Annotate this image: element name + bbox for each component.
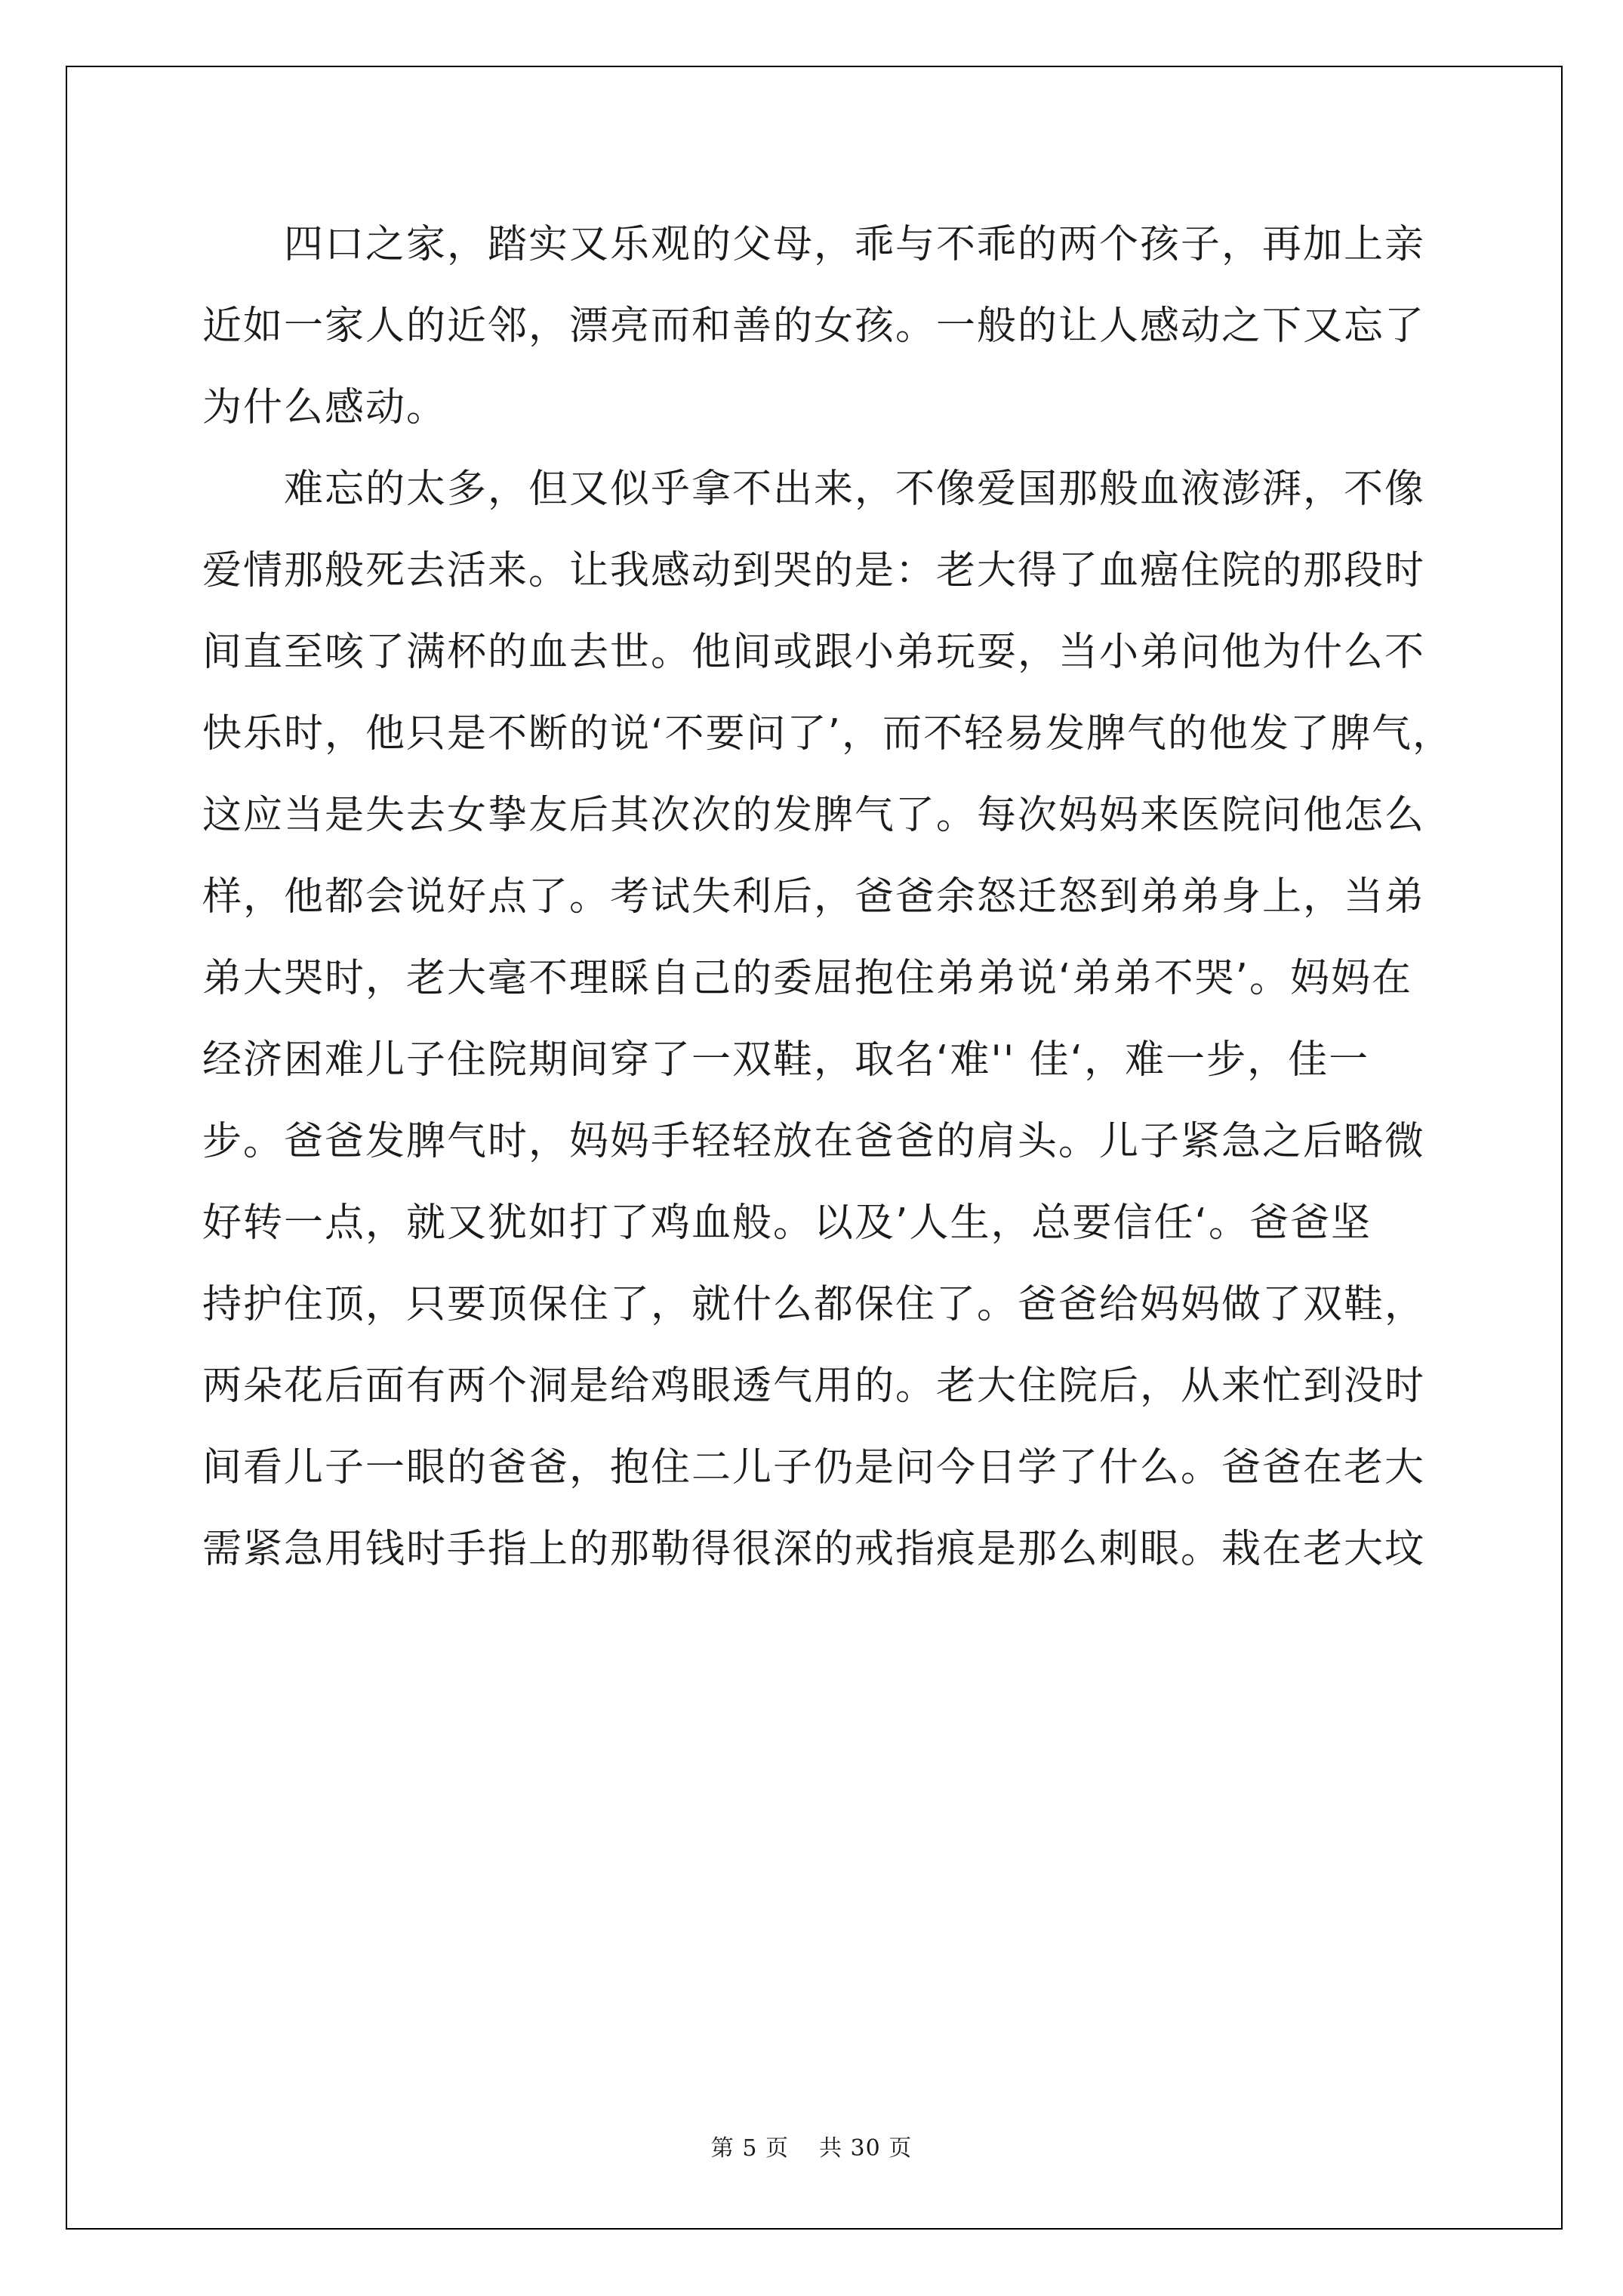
text-line: 为什么感动。 xyxy=(202,385,448,430)
text-line: 四口之家，踏实又乐观的父母，乖与不乖的两个孩子，再加上亲 xyxy=(284,222,1426,267)
text-line: 样，他都会说好点了。考试失利后，爸爸余怒迁怒到弟弟身上，当弟 xyxy=(202,874,1426,920)
text-line: 经济困难儿子住院期间穿了一双鞋，取名‘难'' 佳‘，难一步，佳一 xyxy=(202,1037,1370,1083)
text-line: 弟大哭时，老大毫不理睬自己的委屈抱住弟弟说‘弟弟不哭’。妈妈在 xyxy=(202,956,1413,1001)
text-line: 快乐时，他只是不断的说‘不要问了’，而不轻易发脾气的他发了脾气， xyxy=(202,711,1454,757)
text-line: 好转一点，就又犹如打了鸡血般。以及’人生，总要信任‘。爸爸坚 xyxy=(202,1200,1372,1246)
text-line: 两朵花后面有两个洞是给鸡眼透气用的。老大住院后，从来忙到没时 xyxy=(202,1364,1426,1409)
text-line: 持护住顶，只要顶保住了，就什么都保住了。爸爸给妈妈做了双鞋， xyxy=(202,1282,1426,1327)
page-number: 第 5 页 xyxy=(710,2135,789,2162)
text-line: 需紧急用钱时手指上的那勒得很深的戒指痕是那么刺眼。栽在老大坟 xyxy=(202,1527,1426,1572)
page-footer xyxy=(0,2129,1623,2162)
text-line: 步。爸爸发脾气时，妈妈手轻轻放在爸爸的肩头。儿子紧急之后略微 xyxy=(202,1119,1426,1164)
page-total: 共 30 页 xyxy=(818,2135,913,2162)
document-body xyxy=(202,204,1454,1590)
text-line: 近如一家人的近邻，漂亮而和善的女孩。一般的让人感动之下又忘了 xyxy=(202,304,1426,349)
text-line: 爱情那般死去活来。让我感动到哭的是：老大得了血癌住院的那段时 xyxy=(202,548,1426,593)
text-line: 难忘的太多，但又似乎拿不出来，不像爱国那般血液澎湃，不像 xyxy=(284,467,1426,512)
text-line: 间直至咳了满杯的血去世。他间或跟小弟玩耍，当小弟问他为什么不 xyxy=(202,630,1426,675)
text-line: 间看儿子一眼的爸爸，抱住二儿子仍是问今日学了什么。爸爸在老大 xyxy=(202,1445,1426,1490)
text-line: 这应当是失去女挚友后其次次的发脾气了。每次妈妈来医院问他怎么 xyxy=(202,793,1426,838)
